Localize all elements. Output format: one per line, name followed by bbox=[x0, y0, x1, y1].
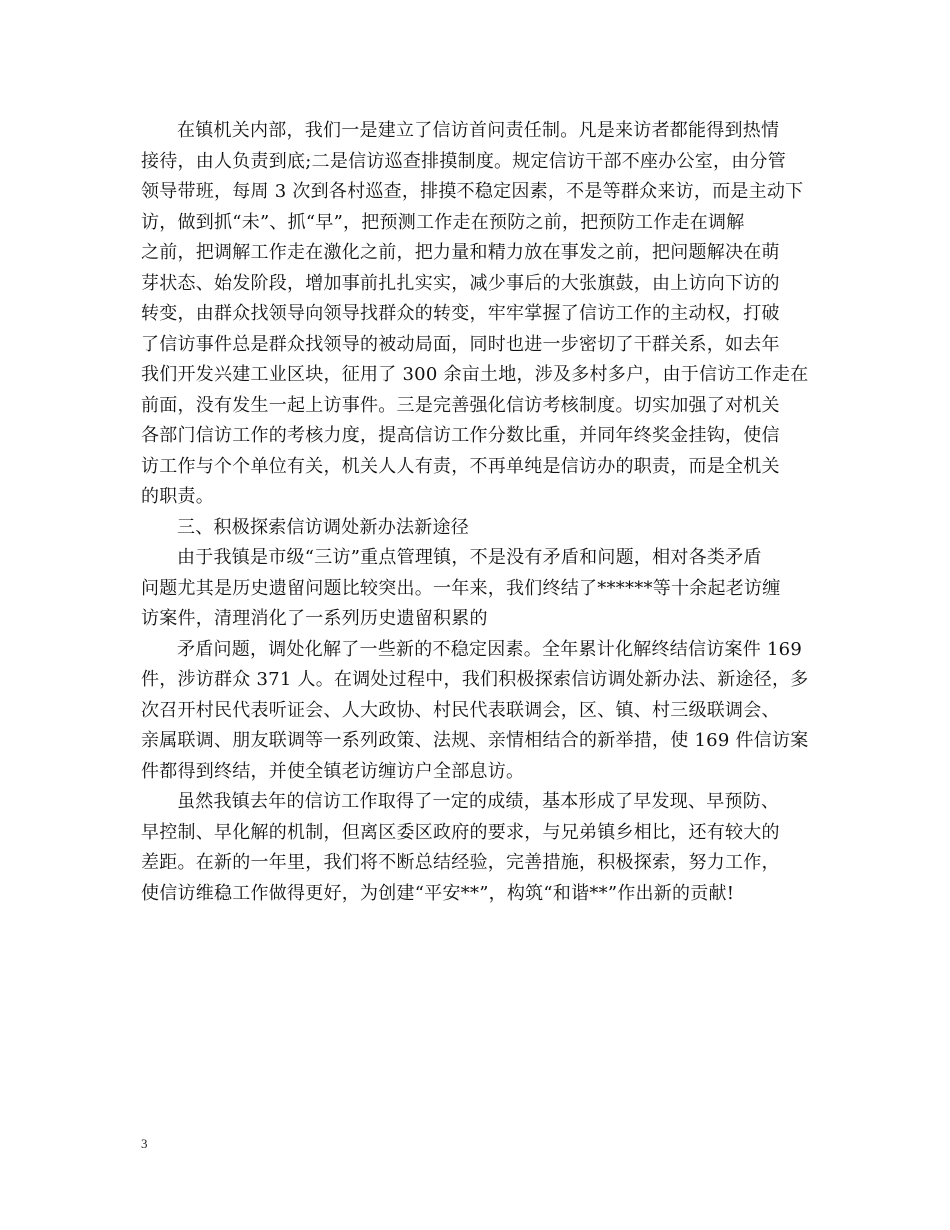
text-line: 访，做到抓“未”、抓“早”，把预测工作走在预防之前，把预防工作走在调解 bbox=[141, 211, 745, 233]
text-line: 的职责。 bbox=[141, 486, 214, 507]
text-line: 芽状态、始发阶段，增加事前扎扎实实，减少事后的大张旗鼓，由上访向下访的 bbox=[141, 272, 780, 294]
text-line: 亲属联调、朋友联调等一系列政策、法规、亲情相结合的新举措，使 169 件信访案 bbox=[141, 730, 809, 751]
text-line: 各部门信访工作的考核力度，提高信访工作分数比重，并同年终奖金挂钩，使信 bbox=[141, 425, 780, 446]
text-line: 差距。在新的一年里，我们将不断总结经验，完善措施，积极探索，努力工作， bbox=[141, 852, 780, 873]
text-line: 问题尤其是历史遗留问题比较突出。一年来，我们终结了******等十余起老访缠 bbox=[141, 577, 781, 599]
text-line: 领导带班，每周 3 次到各村巡查，排摸不稳定因素，不是等群众来访，而是主动下 bbox=[141, 181, 804, 202]
section-heading: 三、积极探索信访调处新办法新途径 bbox=[177, 516, 469, 538]
text-line: 次召开村民代表听证会、人大政协、村民代表联调会，区、镇、村三级联调会、 bbox=[141, 699, 780, 721]
page-number: 3 bbox=[141, 1136, 148, 1151]
text-line: 件，涉访群众 371 人。在调处过程中，我们积极探索信访调处新办法、新途径，多 bbox=[141, 669, 809, 690]
text-line: 矛盾问题，调处化解了一些新的不稳定因素。全年累计化解终结信访案件 169 bbox=[177, 638, 803, 660]
text-line: 虽然我镇去年的信访工作取得了一定的成绩，基本形成了早发现、早预防、 bbox=[177, 791, 780, 812]
text-line: 件都得到终结，并使全镇老访缠访户全部息访。 bbox=[141, 760, 525, 782]
text-line: 早控制、早化解的机制，但离区委区政府的要求，与兄弟镇乡相比，还有较大的 bbox=[141, 821, 780, 843]
text-line: 我们开发兴建工业区块，征用了 300 余亩土地，涉及多村多户，由于信访工作走在 bbox=[141, 364, 809, 385]
text-line: 前面，没有发生一起上访事件。三是完善强化信访考核制度。切实加强了对机关 bbox=[141, 394, 780, 416]
text-line: 由于我镇是市级“三访”重点管理镇，不是没有矛盾和问题，相对各类矛盾 bbox=[177, 547, 762, 568]
text-line: 在镇机关内部，我们一是建立了信访首问责任制。凡是来访者都能得到热情 bbox=[177, 120, 780, 141]
text-line: 了信访事件总是群众找领导的被动局面，同时也进一步密切了干群关系，如去年 bbox=[141, 333, 780, 355]
text-line: 接待，由人负责到底;二是信访巡查排摸制度。规定信访干部不座办公室，由分管 bbox=[141, 150, 787, 172]
text-line: 访案件，清理消化了一系列历史遗留积累的 bbox=[141, 608, 488, 629]
text-line: 访工作与个个单位有关，机关人人有责，不再单纯是信访办的职责，而是全机关 bbox=[141, 455, 780, 477]
text-line: 转变，由群众找领导向领导找群众的转变，牢牢掌握了信访工作的主动权，打破 bbox=[141, 303, 780, 324]
text-line: 使信访维稳工作做得更好，为创建“平安**”，构筑“和谐**”作出新的贡献! bbox=[141, 882, 735, 904]
text-line: 之前，把调解工作走在激化之前，把力量和精力放在事发之前，把问题解决在萌 bbox=[141, 242, 780, 263]
document-body bbox=[141, 116, 813, 909]
